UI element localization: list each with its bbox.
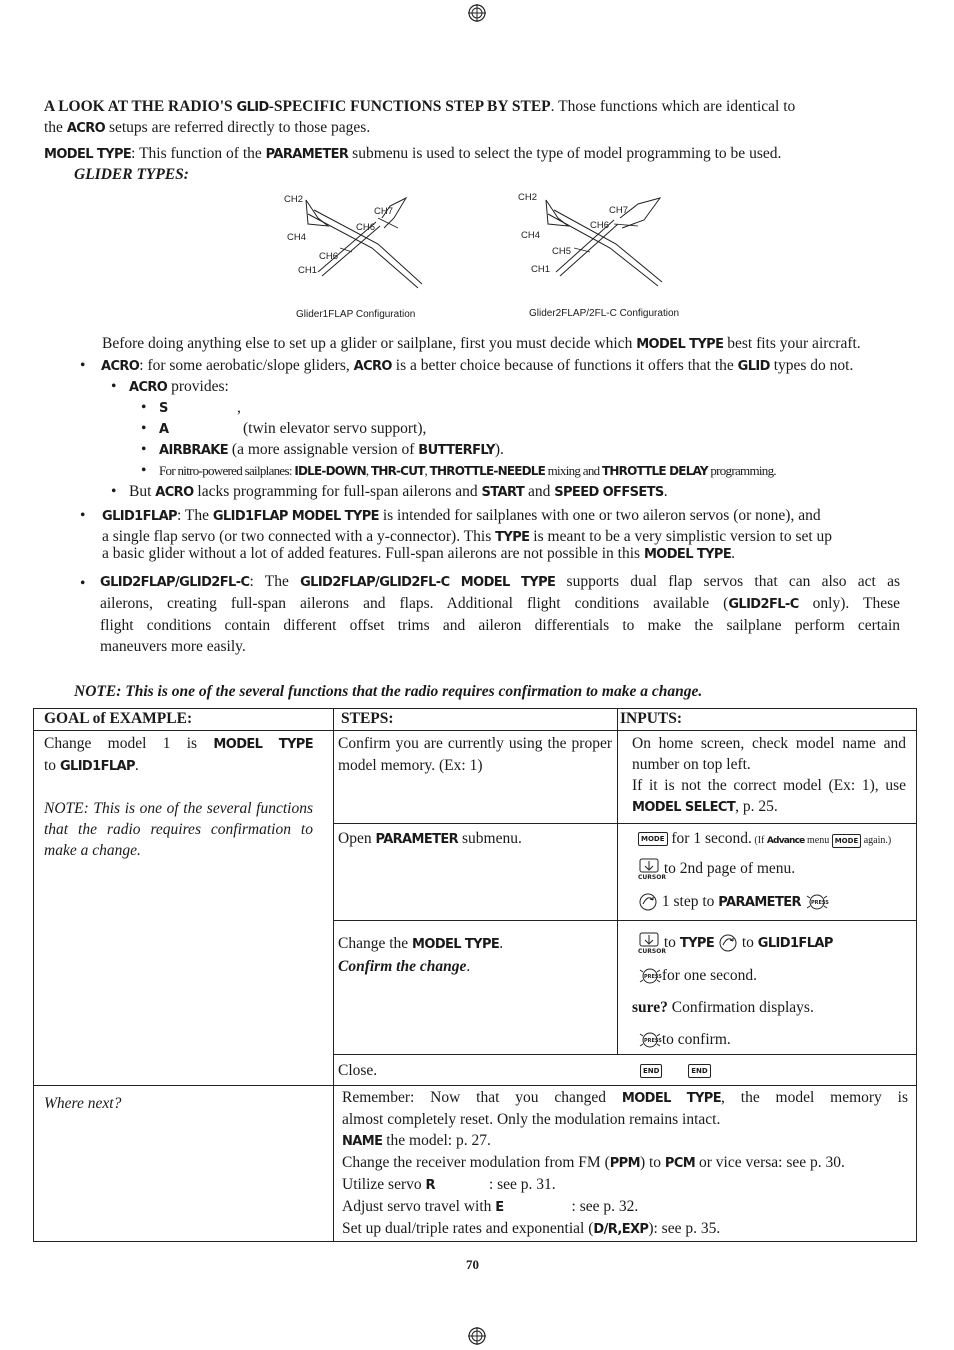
- note: NOTE: This is one of the several functions that the radio requires confirmation to make a change.: [74, 683, 703, 700]
- keyword: PARAMETER: [265, 147, 349, 162]
- text: But: [129, 483, 156, 500]
- text: Utilize servo: [342, 1176, 426, 1193]
- bullet-marker: •: [80, 357, 86, 374]
- keyword: PPM: [609, 1156, 640, 1171]
- press-button-icon: [805, 892, 829, 912]
- step-3-line-2: [338, 956, 503, 978]
- input-3-line-1: [638, 932, 833, 954]
- text: (If: [751, 835, 767, 846]
- goal-note: NOTE: This is one of the several functions that the radio requires confirmation to make a change.: [44, 800, 313, 859]
- text: types do not.: [769, 357, 854, 374]
- text: to: [44, 757, 60, 774]
- keyword: E: [495, 1200, 504, 1215]
- keyword: THR-CUT: [370, 464, 425, 478]
- goal-cell: [44, 733, 313, 861]
- keyword: A: [159, 422, 169, 437]
- keyword: NAME: [342, 1134, 383, 1149]
- text: is meant to be a very simplistic version to set up: [529, 528, 833, 545]
- keyword: PARAMETER: [718, 895, 801, 910]
- next-line-3: [342, 1130, 908, 1152]
- text: only). These: [798, 595, 901, 612]
- bullet-marker: •: [111, 483, 117, 500]
- keyword: GLID1FLAP: [102, 509, 177, 524]
- where-next: Where next?: [44, 1095, 122, 1112]
- text: .: [134, 757, 139, 774]
- press-label: PRESS: [644, 1038, 662, 1045]
- text: for one second.: [658, 967, 757, 984]
- mode-button-icon: MODE: [638, 832, 668, 846]
- keyword: ACRO: [66, 121, 106, 136]
- text: .: [499, 935, 504, 952]
- next-line-6: [342, 1196, 908, 1218]
- text: 1 step to: [658, 893, 719, 910]
- input-2-line-1: [638, 828, 891, 852]
- input-1: [632, 733, 906, 818]
- keyword: R: [425, 1178, 435, 1193]
- goal-line-2: [44, 755, 313, 777]
- diagram-label: CH5: [552, 246, 572, 257]
- input-3-line-3: [632, 997, 814, 1018]
- cursor-down-icon: [638, 858, 666, 882]
- text: a basic glider without a lot of added features. Full-span ailerons are not possible in this: [102, 545, 644, 562]
- text: , p. 25.: [735, 798, 778, 815]
- text: : see p. 31.: [488, 1176, 556, 1193]
- text: : The: [249, 573, 301, 590]
- small-note: [752, 835, 891, 846]
- keyword: BUTTERFLY: [418, 443, 495, 458]
- page-number: 70: [466, 1257, 479, 1272]
- glid2-line-4: maneuvers more easily.: [100, 638, 246, 655]
- keyword: ACRO: [155, 485, 194, 500]
- keyword: PCM: [664, 1156, 696, 1171]
- step-1: Confirm you are currently using the proper model memory. (Ex: 1): [338, 735, 612, 774]
- keyword: Advance: [766, 836, 805, 846]
- text: supports dual flap servos that can also act as: [555, 573, 900, 590]
- text: to confirm.: [658, 1031, 731, 1048]
- text: Change the: [338, 935, 413, 952]
- text: to: [737, 934, 758, 951]
- next-line-7: [342, 1218, 908, 1240]
- keyword: THROTTLE DELAY: [602, 464, 708, 478]
- text: For nitro-powered sailplanes:: [159, 463, 295, 478]
- text: Confirm the change: [338, 958, 467, 975]
- step-3: [338, 933, 503, 978]
- intro-lead: -SPECIFIC FUNCTIONS STEP BY STEP: [268, 98, 551, 115]
- keyword: ACRO: [353, 359, 392, 374]
- dial-icon: [638, 892, 658, 912]
- cursor-label: CURSOR: [638, 874, 666, 882]
- diagram-caption: Glider2FLAP/2FL-C Configuration: [529, 308, 680, 319]
- keyword: MODEL TYPE: [621, 1091, 722, 1106]
- text: : see p. 32.: [571, 1198, 639, 1215]
- bullet-marker: •: [141, 441, 147, 458]
- keyword: GLID: [236, 100, 269, 115]
- bullet-marker: •: [141, 420, 147, 437]
- text: submenu is used to select the type of model programming to be used.: [348, 145, 782, 162]
- text: programming.: [707, 463, 776, 478]
- press-button-icon: [638, 966, 662, 986]
- bullet-marker: •: [111, 378, 117, 395]
- press-button-icon: [638, 1030, 662, 1050]
- keyword: MODEL TYPE: [636, 337, 724, 352]
- text: ).: [494, 441, 504, 458]
- intro-lead: A LOOK AT THE RADIO'S: [44, 98, 237, 115]
- keyword: S: [159, 401, 168, 416]
- keyword: PARAMETER: [375, 832, 459, 847]
- text: .: [731, 545, 735, 562]
- end-button-icon: END: [688, 1064, 710, 1078]
- bullet-marker: •: [80, 575, 86, 592]
- keyword: AIRBRAKE: [159, 443, 229, 458]
- text: is intended for sailplanes with one or two aileron servos (or none), and: [378, 507, 821, 524]
- input-1-line-3: [632, 796, 906, 818]
- press-label: PRESS: [810, 900, 829, 907]
- keyword: TYPE: [495, 530, 530, 545]
- diagram-label: CH1: [298, 265, 318, 276]
- keyword: ACRO: [129, 380, 168, 395]
- text: best fits your aircraft.: [723, 335, 861, 352]
- glider-types-heading: GLIDER TYPES:: [74, 166, 189, 183]
- sure-prompt: sure?: [632, 999, 668, 1016]
- next-line-5: [342, 1174, 908, 1196]
- text: : This function of the: [131, 145, 266, 162]
- text: ): see p. 35.: [648, 1220, 721, 1237]
- text: to 2nd page of menu.: [660, 860, 796, 877]
- table-header-goal: GOAL of EXAMPLE:: [44, 710, 193, 727]
- text: ,: [365, 463, 371, 478]
- text: again.): [861, 835, 892, 846]
- text: : The: [176, 507, 213, 524]
- diagram-label: CH7: [609, 205, 629, 216]
- diagram-label: CH2: [284, 194, 304, 205]
- step-3-line-1: [338, 933, 503, 956]
- text: .: [466, 958, 471, 975]
- text: Before doing anything else to set up a glider or sailplane, first you must decide which: [102, 335, 637, 352]
- keyword: GLID2FLAP/GLID2FL-C MODEL TYPE: [300, 575, 556, 590]
- bullet-marker: •: [141, 462, 147, 479]
- text: Remember: Now that you changed: [342, 1089, 622, 1106]
- diagram-label: CH6: [356, 222, 376, 233]
- text: Change model 1 is: [44, 735, 214, 752]
- keyword: SPEED OFFSETS: [554, 485, 664, 500]
- keyword: MODEL TYPE: [213, 737, 313, 752]
- provides-item-2-text: (twin elevator servo support),: [243, 420, 427, 437]
- text: Open: [338, 830, 376, 847]
- keyword: D/R,EXP: [593, 1222, 649, 1237]
- keyword: GLID2FLAP/GLID2FL-C: [100, 575, 250, 590]
- text: mixing and: [545, 463, 602, 478]
- mode-button-icon: MODE: [832, 834, 862, 848]
- table-header-steps: STEPS:: [341, 710, 394, 727]
- input-1-line-2: If it is not the correct model (Ex: 1), use: [632, 777, 906, 794]
- text: lacks programming for full-span ailerons and: [193, 483, 482, 500]
- cursor-label: CURSOR: [638, 948, 666, 956]
- glid2-line-3: flight conditions contain different offset trims and aileron differentials to make the sailplane perform certain: [100, 617, 900, 634]
- text: ,: [424, 463, 430, 478]
- text: submenu.: [458, 830, 522, 847]
- text: Adjust servo travel with: [342, 1198, 496, 1215]
- text: the: [44, 119, 67, 136]
- text: Change the receiver modulation from FM (: [342, 1154, 610, 1171]
- text: the model: p. 27.: [382, 1132, 491, 1149]
- text: or vice versa: see p. 30.: [695, 1154, 845, 1171]
- bullet-marker: •: [141, 399, 147, 416]
- text: , the model memory is: [721, 1089, 909, 1106]
- diagram-label: CH7: [374, 206, 394, 217]
- text: for 1 second.: [667, 830, 752, 847]
- text: ) to: [639, 1154, 665, 1171]
- input-3-line-2: [638, 965, 757, 986]
- keyword: GLID1FLAP: [757, 936, 833, 951]
- keyword: GLID1FLAP: [59, 759, 135, 774]
- keyword: GLID: [737, 359, 770, 374]
- intro-text: . Those functions which are identical to: [550, 98, 796, 115]
- text: to: [660, 934, 680, 951]
- text: (a more assignable version of: [228, 441, 419, 458]
- next-steps: [342, 1087, 908, 1240]
- input-1-line-1: On home screen, check model name and number on top left.: [632, 735, 906, 773]
- diagram-label: CH6: [319, 251, 339, 262]
- text: setups are referred directly to those pages.: [105, 119, 371, 136]
- text: and: [524, 483, 555, 500]
- step-2: [338, 828, 522, 850]
- input-2-line-3: [638, 891, 829, 913]
- diagram-label: CH4: [521, 230, 541, 241]
- diagram-label: CH4: [287, 232, 307, 243]
- text: ailerons, creating full-span ailerons and flaps. Additional flight conditions available (: [100, 595, 729, 612]
- text: : for some aerobatic/slope gliders,: [139, 357, 354, 374]
- keyword: MODEL SELECT: [632, 800, 736, 815]
- keyword: TYPE: [679, 936, 715, 951]
- keyword: GLID1FLAP MODEL TYPE: [212, 509, 379, 524]
- goal-line-1: [44, 733, 313, 755]
- dial-icon: [718, 933, 738, 953]
- keyword: MODEL TYPE: [44, 147, 132, 162]
- text: .: [663, 483, 668, 500]
- input-2-line-2: [638, 858, 795, 880]
- diagram-caption: Glider1FLAP Configuration: [296, 309, 416, 320]
- text: a single flap servo (or two connected with a y-connector). This: [102, 528, 496, 545]
- keyword: THROTTLE-NEEDLE: [429, 464, 546, 478]
- end-button-icon: END: [640, 1064, 662, 1078]
- text: is a better choice because of functions it offers that the: [391, 357, 738, 374]
- text: menu: [804, 835, 832, 846]
- keyword: ACRO: [101, 359, 140, 374]
- next-line-4: [342, 1152, 908, 1174]
- step-4: Close.: [338, 1062, 378, 1079]
- press-label: PRESS: [644, 974, 662, 981]
- keyword: MODEL TYPE: [643, 547, 732, 562]
- bullet-marker: •: [80, 507, 86, 524]
- input-4: [640, 1060, 711, 1081]
- text: Confirmation displays.: [667, 999, 814, 1016]
- diagram-label: CH1: [531, 264, 551, 275]
- keyword: MODEL TYPE: [412, 937, 500, 952]
- keyword: IDLE-DOWN: [294, 464, 366, 478]
- input-3-line-4: [638, 1029, 731, 1050]
- provides-item-1-comma: ,: [237, 399, 241, 416]
- diagram-label: CH6: [590, 220, 610, 231]
- text: Set up dual/triple rates and exponential (: [342, 1220, 594, 1237]
- table-header-inputs: INPUTS:: [620, 710, 683, 727]
- diagram-label: CH2: [518, 192, 538, 203]
- next-line-1: [342, 1087, 908, 1109]
- next-line-2: almost completely reset. Only the modulation remains intact.: [342, 1111, 721, 1128]
- text: provides:: [167, 378, 229, 395]
- cursor-down-icon: [638, 932, 666, 956]
- keyword: GLID2FL-C: [728, 597, 799, 612]
- keyword: START: [481, 485, 525, 500]
